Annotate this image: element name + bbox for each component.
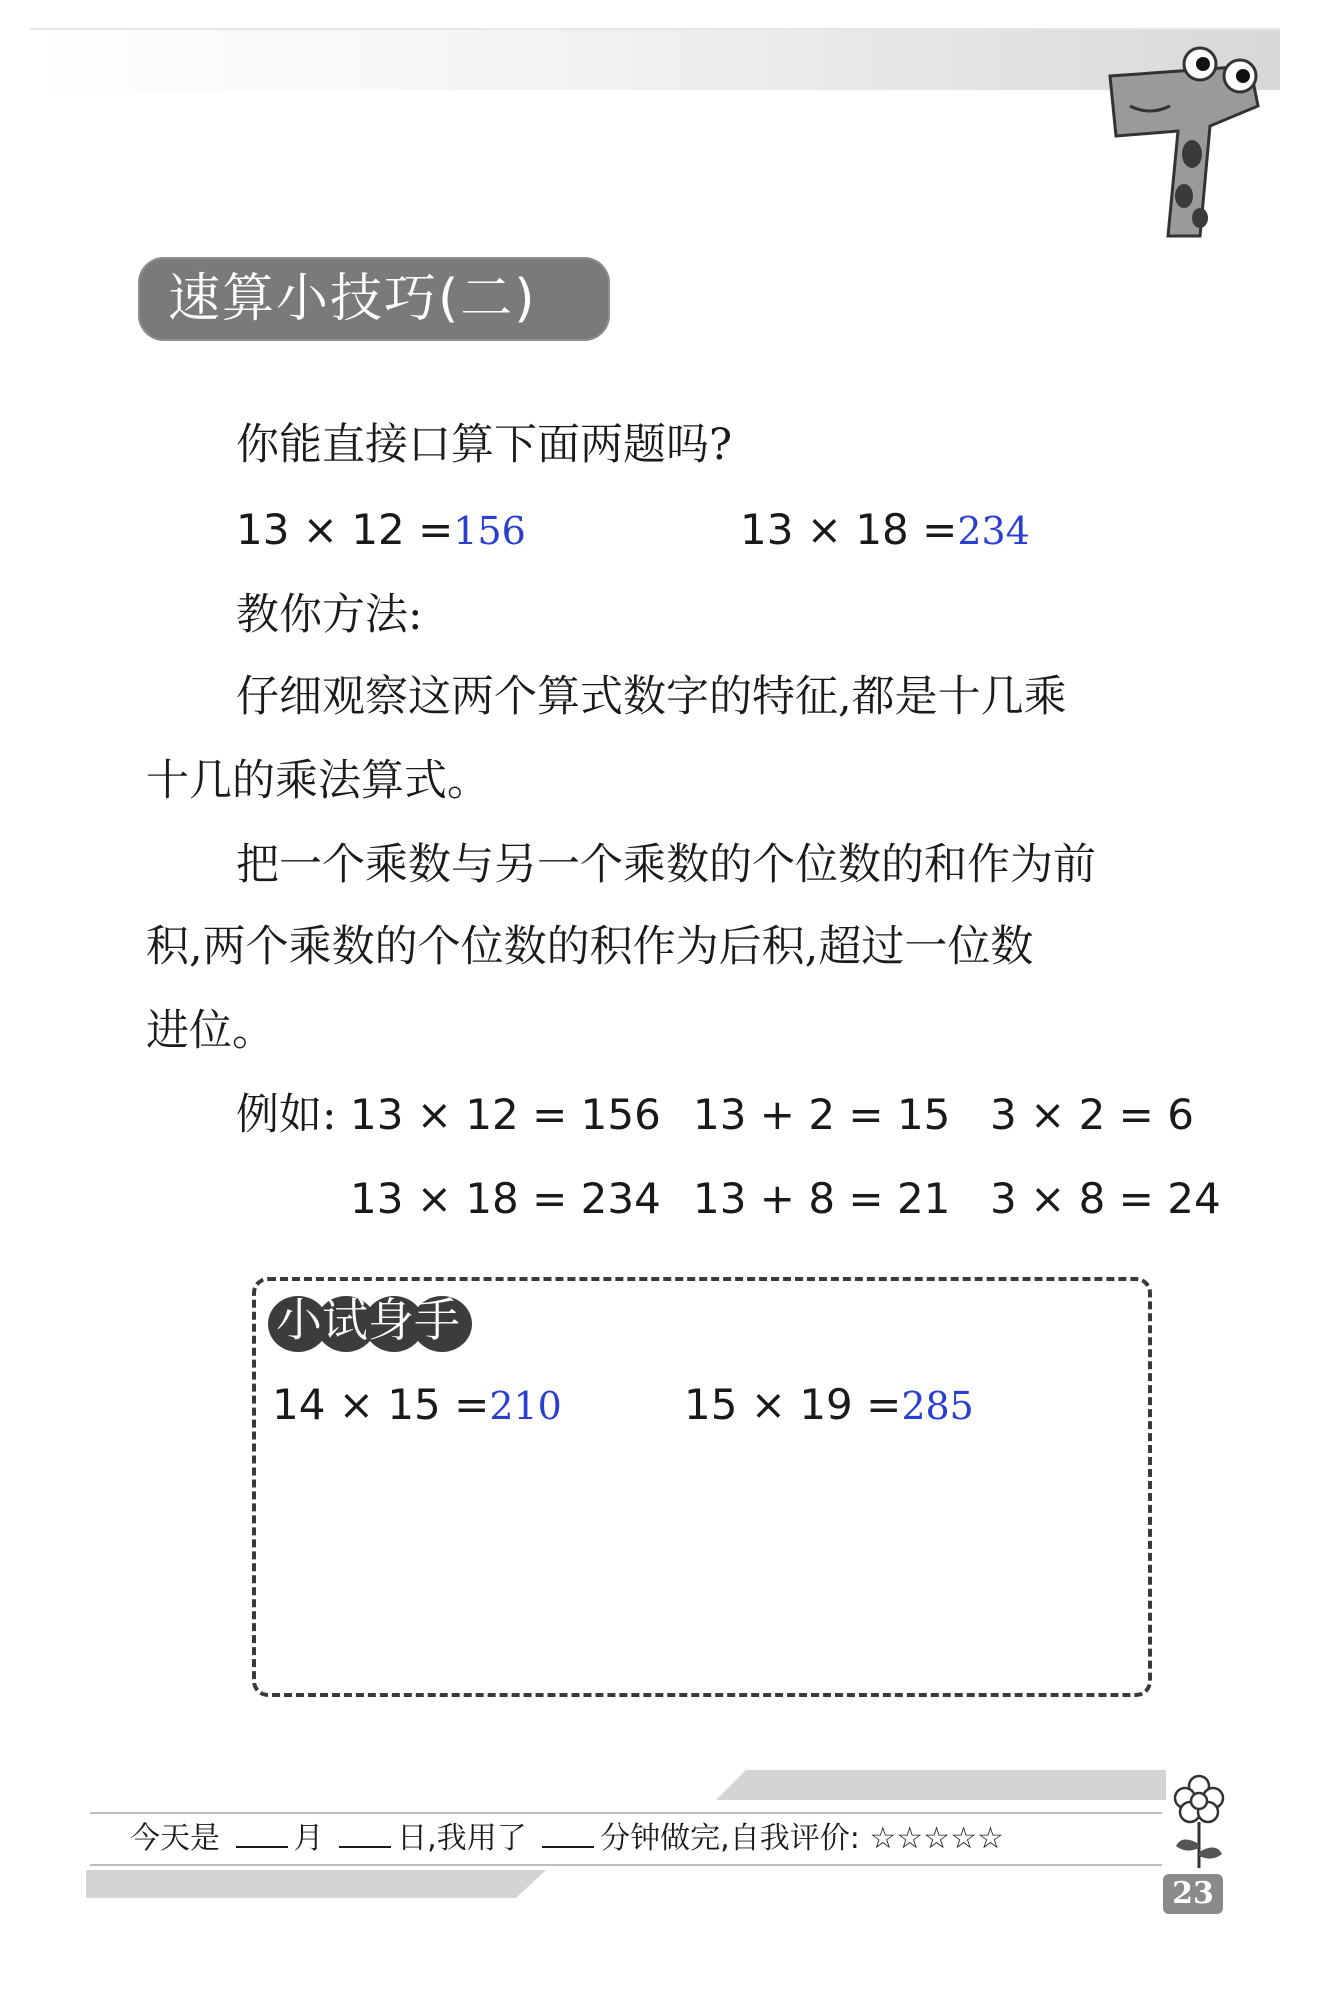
example-row-2-product: 13 × 18 = 234 [350,1174,661,1223]
section-title: 速算小技巧(二) [168,269,537,329]
practice-tag [268,1288,460,1352]
footer-month-label: 月 [293,1821,324,1856]
example-row-2-units-product: 3 × 8 = 24 [990,1174,1221,1223]
giraffe-seven-mascot-icon [1100,36,1270,246]
footer-minutes-label: 分钟做完,自我评价: [600,1821,860,1856]
example-row-1-product: 13 × 12 = 156 [350,1090,661,1139]
footer-day-label: 日,我用了 [397,1821,527,1856]
top-decorative-band [30,28,1280,90]
practice-question-1 [272,1380,562,1431]
flower-icon [1168,1772,1230,1872]
practice-question-2 [684,1380,974,1431]
example-row-1-sum: 13 + 2 = 15 [693,1090,951,1139]
footer-self-assessment [130,1814,1004,1864]
equation-text: 13 × 12 = [236,505,454,554]
handwritten-answer: 234 [957,509,1030,553]
equation-text: 15 × 19 = [684,1380,902,1429]
minutes-blank[interactable] [542,1816,594,1848]
method-heading: 教你方法: [236,590,423,640]
method-paragraph-2-line-1: 把一个乘数与另一个乘数的个位数的和作为前 [236,840,1096,890]
footer-today-label: 今天是 [130,1821,220,1856]
month-blank[interactable] [236,1816,288,1848]
method-paragraph-1-line-1: 仔细观察这两个算式数字的特征,都是十几乘 [236,672,1067,722]
handwritten-answer: 156 [453,509,526,553]
method-paragraph-2-line-2: 积,两个乘数的个位数的积作为后积,超过一位数 [146,922,1034,972]
handwritten-answer: 285 [901,1384,974,1428]
method-paragraph-1-line-2: 十几的乘法算式。 [146,756,490,806]
equation-text: 14 × 15 = [272,1380,490,1429]
page-number: 23 [1163,1874,1223,1914]
example-label: 例如: [236,1090,337,1140]
example-row-2-sum: 13 + 8 = 21 [693,1174,951,1223]
equation-text: 13 × 18 = [740,505,958,554]
rating-stars[interactable]: ☆☆☆☆☆ [869,1821,1004,1856]
intro-equation-1 [236,505,526,556]
practice-tag-label: 小试身手 [276,1293,460,1347]
intro-equation-2 [740,505,1030,556]
day-blank[interactable] [339,1816,391,1848]
method-paragraph-2-line-3: 进位。 [146,1006,275,1056]
example-row-1-units-product: 3 × 2 = 6 [990,1090,1194,1139]
intro-question: 你能直接口算下面两题吗? [236,420,733,470]
handwritten-answer: 210 [489,1384,562,1428]
